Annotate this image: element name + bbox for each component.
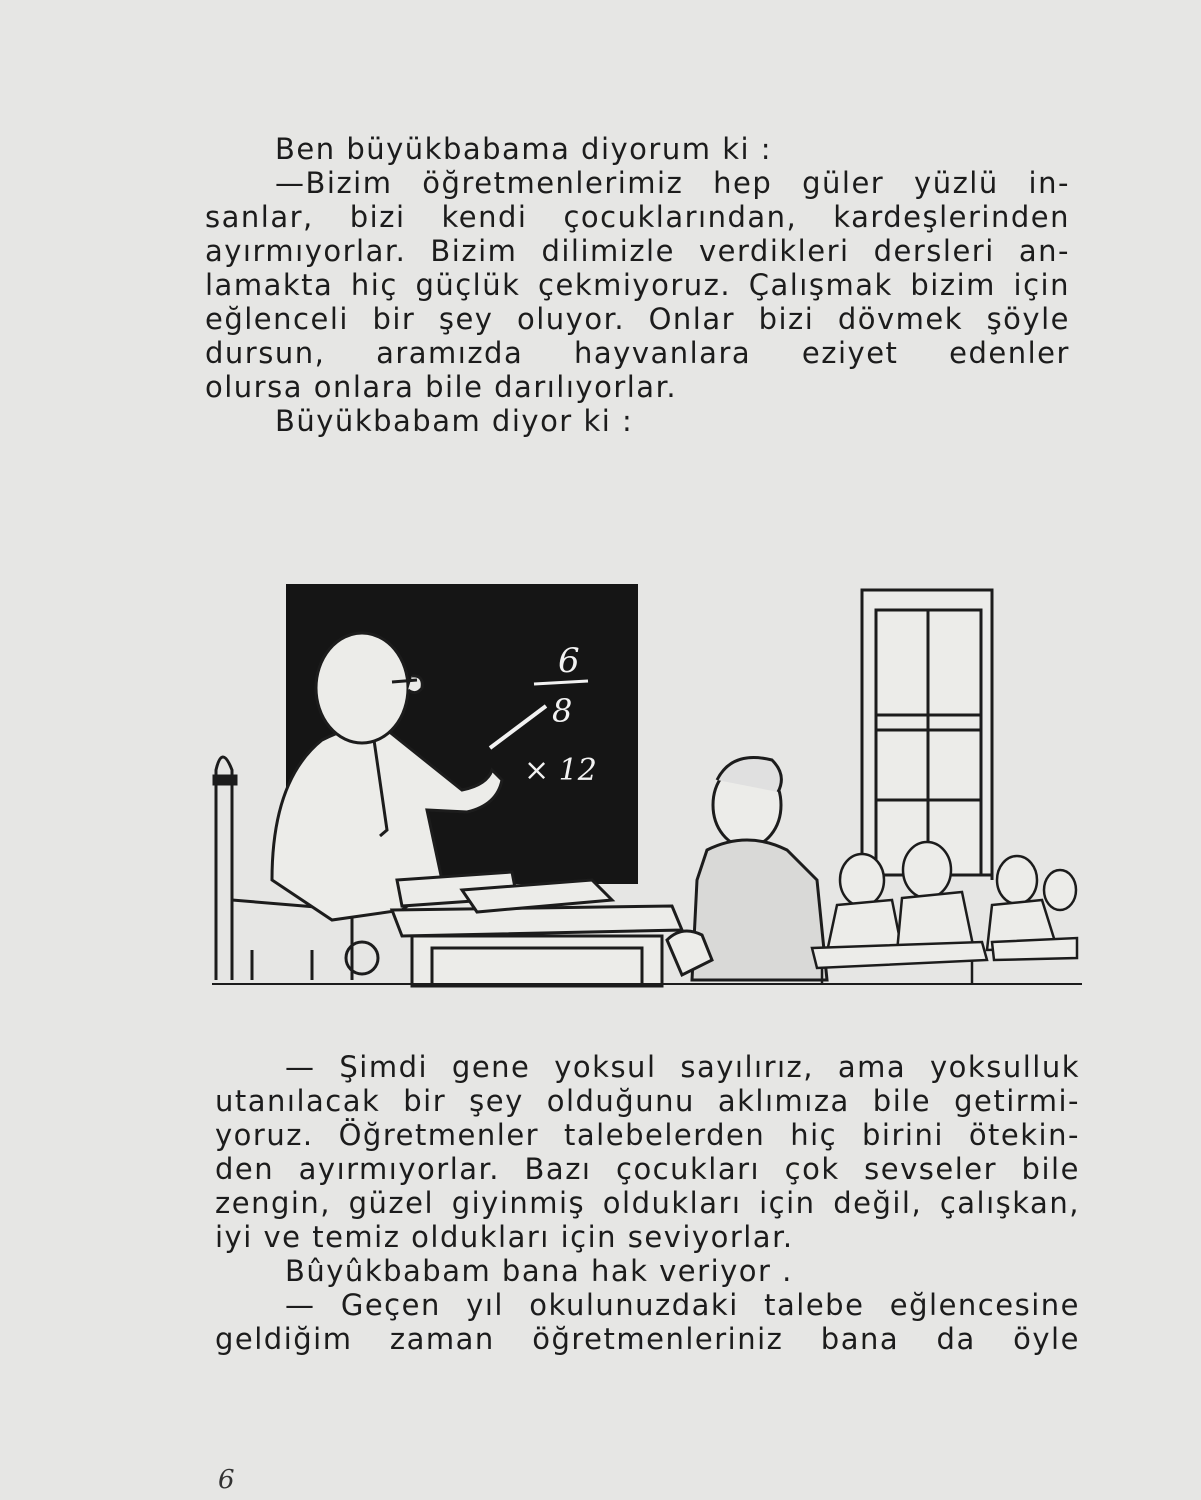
word: çalışkan, — [939, 1186, 1080, 1220]
word: hiç — [790, 1118, 838, 1152]
word: talebe — [764, 1288, 865, 1322]
standing-student — [667, 758, 827, 981]
word: bir — [403, 1084, 447, 1118]
word: giyinmiş — [451, 1186, 586, 1220]
text-line: Bûyûkbabam bana hak veriyor . — [285, 1254, 793, 1288]
word: bile — [872, 1084, 932, 1118]
word: sevseler — [864, 1152, 998, 1186]
text-line — [205, 166, 1070, 200]
word: oluyor. — [517, 302, 626, 336]
word: verdikleri — [699, 234, 850, 268]
text-line — [205, 200, 1070, 234]
text-line: iyi ve temiz oldukları için seviyorlar. — [215, 1220, 794, 1254]
text-line — [215, 1152, 1080, 1186]
word: oldukları — [602, 1186, 742, 1220]
top-paragraph — [205, 132, 1070, 438]
word: gene — [451, 1050, 531, 1084]
word: şöyle — [986, 302, 1070, 336]
word: zengin, — [215, 1186, 332, 1220]
text-line — [215, 1050, 1080, 1084]
text-line — [205, 268, 1070, 302]
word: yoksulluk — [930, 1050, 1080, 1084]
word: Öğretmenler — [338, 1118, 540, 1152]
word: Şimdi — [339, 1050, 429, 1084]
window — [862, 590, 992, 880]
word: edenler — [949, 336, 1070, 370]
text-line: Ben büyükbabama diyorum ki : — [275, 132, 773, 166]
word: hayvanlara — [574, 336, 752, 370]
blackboard-denominator: 8 — [552, 692, 573, 730]
blackboard-multiplier: × 12 — [524, 753, 597, 788]
word: kardeşlerinden — [833, 200, 1070, 234]
word: olduğunu — [546, 1084, 695, 1118]
word: yoruz. — [215, 1118, 314, 1152]
word: hiç — [350, 268, 398, 302]
word: bizi — [349, 200, 406, 234]
word: kendi — [441, 200, 528, 234]
word: için — [759, 1186, 816, 1220]
word: sanlar, — [205, 200, 314, 234]
word: çok — [784, 1152, 840, 1186]
word: utanılacak — [215, 1084, 381, 1118]
word: Çalışmak — [748, 268, 893, 302]
word: değil, — [833, 1186, 923, 1220]
word: Geçen — [340, 1288, 441, 1322]
word: eziyet — [801, 336, 899, 370]
word: — — [285, 1050, 316, 1084]
word: dilimizle — [541, 234, 675, 268]
word: aklımıza — [717, 1084, 850, 1118]
word: bizi — [758, 302, 815, 336]
word: okulunuzdaki — [529, 1288, 739, 1322]
word: talebelerden — [564, 1118, 766, 1152]
text-line — [215, 1322, 1080, 1356]
word: ayırmıyorlar. — [205, 234, 407, 268]
word: öğretmenlerimiz — [422, 166, 684, 200]
text-line — [215, 1118, 1080, 1152]
word: bizim — [910, 268, 996, 302]
word: öyle — [1013, 1322, 1080, 1356]
word: güzel — [348, 1186, 435, 1220]
word: an- — [1018, 234, 1070, 268]
word: şey — [469, 1084, 524, 1118]
word: in- — [1028, 166, 1070, 200]
page-number: 6 — [218, 1465, 235, 1495]
word: lamakta — [205, 268, 334, 302]
word: aramızda — [376, 336, 524, 370]
word: yüzlü — [914, 166, 999, 200]
word: eğlencesine — [889, 1288, 1080, 1322]
word: ama — [837, 1050, 907, 1084]
word: —Bizim — [275, 166, 393, 200]
text-line: Büyükbabam diyor ki : — [275, 404, 634, 438]
word: da — [936, 1322, 976, 1356]
word: yıl — [466, 1288, 504, 1322]
word: dursun, — [205, 336, 326, 370]
word: sayılırız, — [680, 1050, 814, 1084]
word: bana — [820, 1322, 900, 1356]
classroom-illustration — [212, 580, 1082, 1000]
word: çocukları — [616, 1152, 761, 1186]
word: öğretmenleriniz — [532, 1322, 784, 1356]
word: çocuklarından, — [563, 200, 798, 234]
word: güler — [802, 166, 885, 200]
word: dövmek — [837, 302, 964, 336]
word: bile — [1021, 1152, 1080, 1186]
word: çekmiyoruz. — [538, 268, 732, 302]
word: geldiğim — [215, 1322, 353, 1356]
word: şey — [438, 302, 494, 336]
text-line — [215, 1186, 1080, 1220]
word: den — [215, 1152, 275, 1186]
word: hep — [713, 166, 773, 200]
text-line: olursa onlara bile darılıyorlar. — [205, 370, 678, 404]
blackboard-numerator: 6 — [558, 641, 580, 681]
text-line — [205, 302, 1070, 336]
text-line — [215, 1084, 1080, 1118]
text-line — [215, 1288, 1080, 1322]
word: ayırmıyorlar. — [298, 1152, 501, 1186]
word: için — [1013, 268, 1070, 302]
word: Bazı — [524, 1152, 592, 1186]
word: zaman — [389, 1322, 495, 1356]
word: ötekin- — [968, 1118, 1080, 1152]
word: birini — [862, 1118, 944, 1152]
bottom-paragraph — [215, 1050, 1080, 1356]
word: güçlük — [415, 268, 521, 302]
word: — — [285, 1288, 316, 1322]
text-line — [205, 234, 1070, 268]
word: bir — [372, 302, 416, 336]
word: yoksul — [554, 1050, 657, 1084]
word: Onlar — [648, 302, 736, 336]
text-line — [205, 336, 1070, 370]
word: dersleri — [873, 234, 995, 268]
word: Bizim — [430, 234, 518, 268]
word: eğlenceli — [205, 302, 349, 336]
word: getirmi- — [954, 1084, 1080, 1118]
